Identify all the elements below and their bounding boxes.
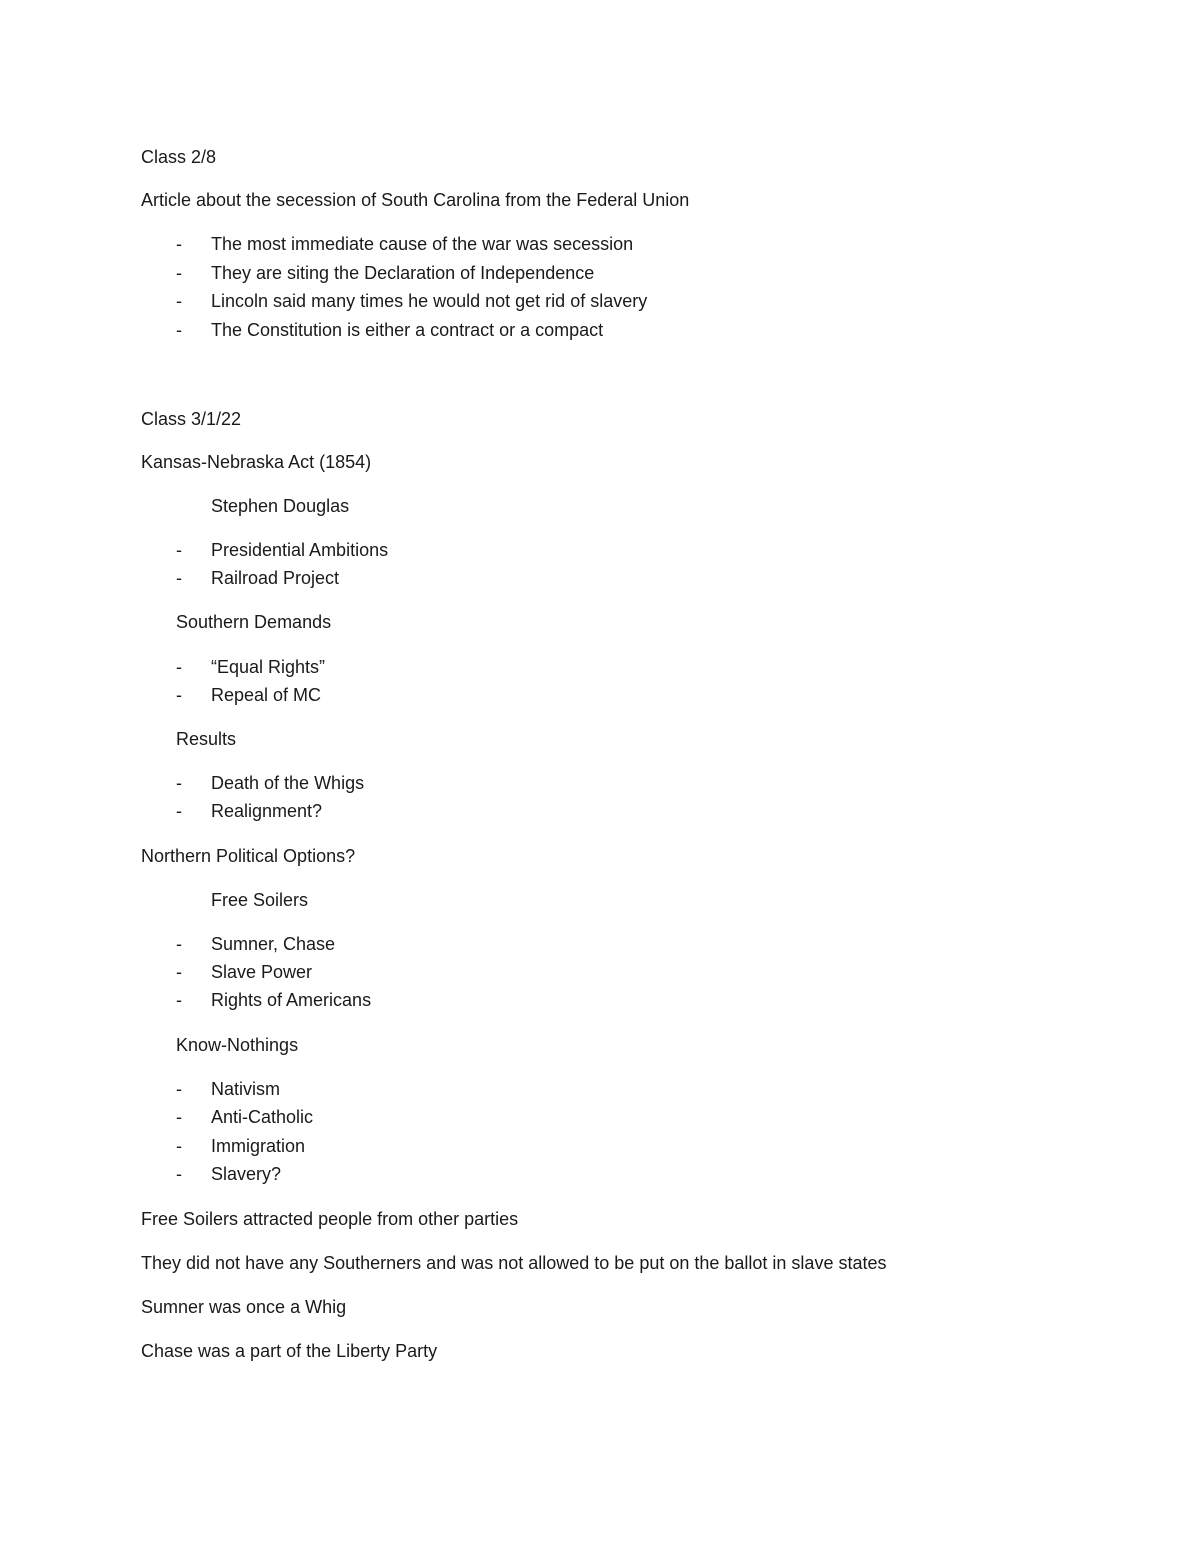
bullet-item: Sumner, Chase [211,934,336,954]
paragraph: They did not have any Southerners and was not allowed to be put on the ballot in slave states [141,1253,887,1273]
bullet-dash: - [176,540,182,560]
bullet-item: Rights of Americans [211,990,372,1010]
class-heading-2: Class 3/1/22 [141,409,242,429]
article-title: Article about the secession of South Carolina from the Federal Union [141,190,690,210]
paragraph: Free Soilers attracted people from other parties [141,1209,519,1229]
paragraph: Chase was a part of the Liberty Party [141,1341,438,1361]
bullet-item: Realignment? [211,801,323,821]
bullet-dash: - [176,263,182,283]
bullet-item: Nativism [211,1079,281,1099]
bullet-dash: - [176,990,182,1010]
bullet-dash: - [176,934,182,954]
bullet-dash: - [176,1136,182,1156]
bullet-item: The most immediate cause of the war was secession [211,234,634,254]
bullet-item: “Equal Rights” [211,657,326,677]
act-title: Kansas-Nebraska Act (1854) [141,452,372,472]
bullet-dash: - [176,657,182,677]
bullet-dash: - [176,1107,182,1127]
bullet-dash: - [176,291,182,311]
bullet-item: Slave Power [211,962,313,982]
bullet-dash: - [176,801,182,821]
paragraph: Sumner was once a Whig [141,1297,347,1317]
bullet-item: Anti-Catholic [211,1107,314,1127]
subheading-freesoilers: Free Soilers [211,890,309,910]
bullet-item: Repeal of MC [211,685,322,705]
bullet-item: Presidential Ambitions [211,540,389,560]
bullet-item: Immigration [211,1136,306,1156]
bullet-item: Lincoln said many times he would not get rid of slavery [211,291,648,311]
bullet-item: They are siting the Declaration of Independence [211,263,595,283]
bullet-item: Slavery? [211,1164,282,1184]
bullet-dash: - [176,568,182,588]
bullet-dash: - [176,1079,182,1099]
bullet-dash: - [176,320,182,340]
class-heading-1: Class 2/8 [141,147,217,167]
northern-options: Northern Political Options? [141,846,356,866]
bullet-item: Death of the Whigs [211,773,365,793]
subheading-results: Results [176,729,237,749]
subheading-southern: Southern Demands [176,612,332,632]
bullet-item: The Constitution is either a contract or a compact [211,320,604,340]
bullet-dash: - [176,962,182,982]
bullet-dash: - [176,773,182,793]
bullet-dash: - [176,685,182,705]
subheading-douglas: Stephen Douglas [211,496,350,516]
subheading-knownothings: Know-Nothings [176,1035,299,1055]
bullet-dash: - [176,234,182,254]
bullet-dash: - [176,1164,182,1184]
bullet-item: Railroad Project [211,568,340,588]
